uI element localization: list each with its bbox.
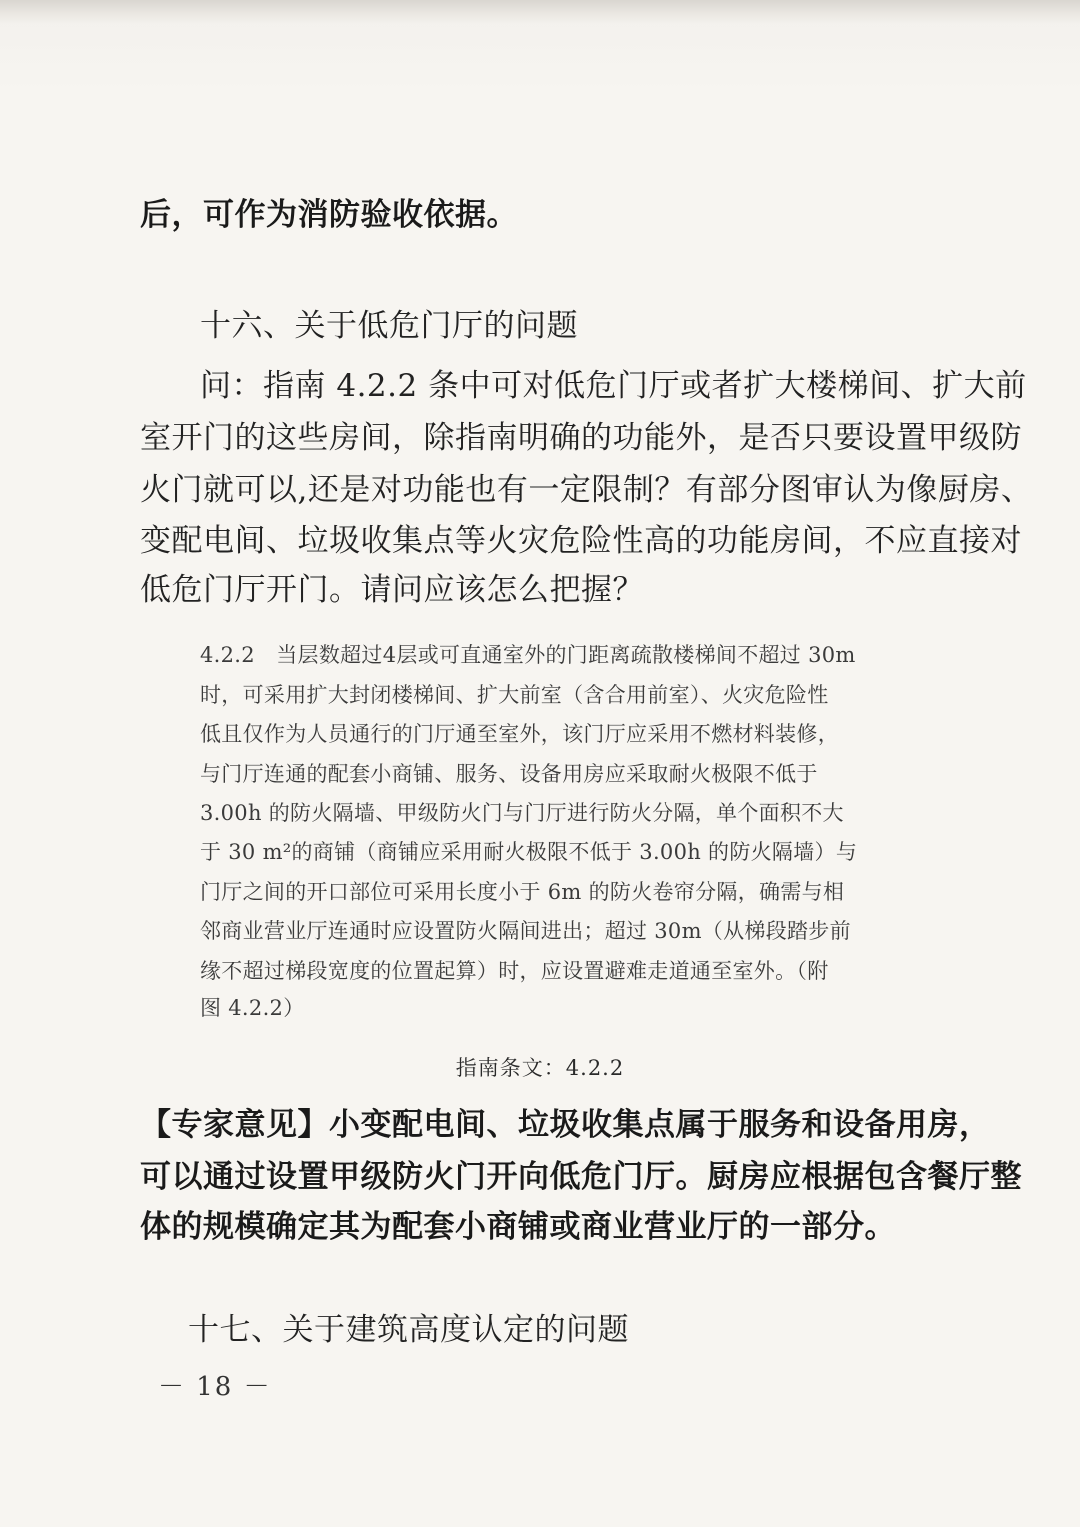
quote-line: 缘不超过梯段宽度的位置起算）时，应设置避难走道通至室外。（附 <box>200 959 829 983</box>
expert-line: 可以通过设置甲级防火门开向低危门厅。厨房应根据包含餐厅整 <box>140 1159 1022 1195</box>
question-line: 室开门的这些房间，除指南明确的功能外，是否只要设置甲级防 <box>140 420 1022 456</box>
guideline-caption: 指南条文：4.2.2 <box>455 1056 625 1080</box>
expert-line: 【专家意见】小变配电间、垃圾收集点属于服务和设备用房， <box>140 1107 991 1143</box>
quote-line: 于 30 m²的商铺（商铺应采用耐火极限不低于 3.00h 的防火隔墙）与 <box>200 840 858 864</box>
scan-edge <box>0 0 1080 24</box>
section-16-heading: 十六、关于低危门厅的问题 <box>200 308 578 344</box>
quote-line: 4.2.2 当层数超过4层或可直通室外的门距离疏散楼梯间不超过 30m <box>200 643 856 667</box>
quote-line: 时，可采用扩大封闭楼梯间、扩大前室（含合用前室）、火灾危险性 <box>200 683 829 707</box>
expert-line: 体的规模确定其为配套小商铺或商业营业厅的一部分。 <box>140 1209 896 1245</box>
question-line: 变配电间、垃圾收集点等火灾危险性高的功能房间，不应直接对 <box>140 523 1022 559</box>
quote-line: 图 4.2.2） <box>200 996 305 1020</box>
question-line: 火门就可以,还是对功能也有一定限制？有部分图审认为像厨房、 <box>140 472 1033 508</box>
section-17-heading: 十七、关于建筑高度认定的问题 <box>188 1312 629 1348</box>
quote-line: 与门厅连通的配套小商铺、服务、设备用房应采取耐火极限不低于 <box>200 762 818 786</box>
page-number: － 18 － <box>158 1372 272 1402</box>
quote-line: 邻商业营业厅连通时应设置防火隔间进出；超过 30m（从梯段踏步前 <box>200 919 851 943</box>
quote-line: 3.00h 的防火隔墙、甲级防火门与门厅进行防火分隔，单个面积不大 <box>200 801 844 825</box>
continuation-text: 后，可作为消防验收依据。 <box>140 197 518 233</box>
quote-line: 门厅之间的开口部位可采用长度小于 6m 的防火卷帘分隔，确需与相 <box>200 880 845 904</box>
quote-line: 低且仅作为人员通行的门厅通至室外，该门厅应采用不燃材料装修， <box>200 722 839 746</box>
question-line: 低危门厅开门。请问应该怎么把握？ <box>140 572 644 608</box>
question-line: 问：指南 4.2.2 条中可对低危门厅或者扩大楼梯间、扩大前 <box>200 368 1027 404</box>
